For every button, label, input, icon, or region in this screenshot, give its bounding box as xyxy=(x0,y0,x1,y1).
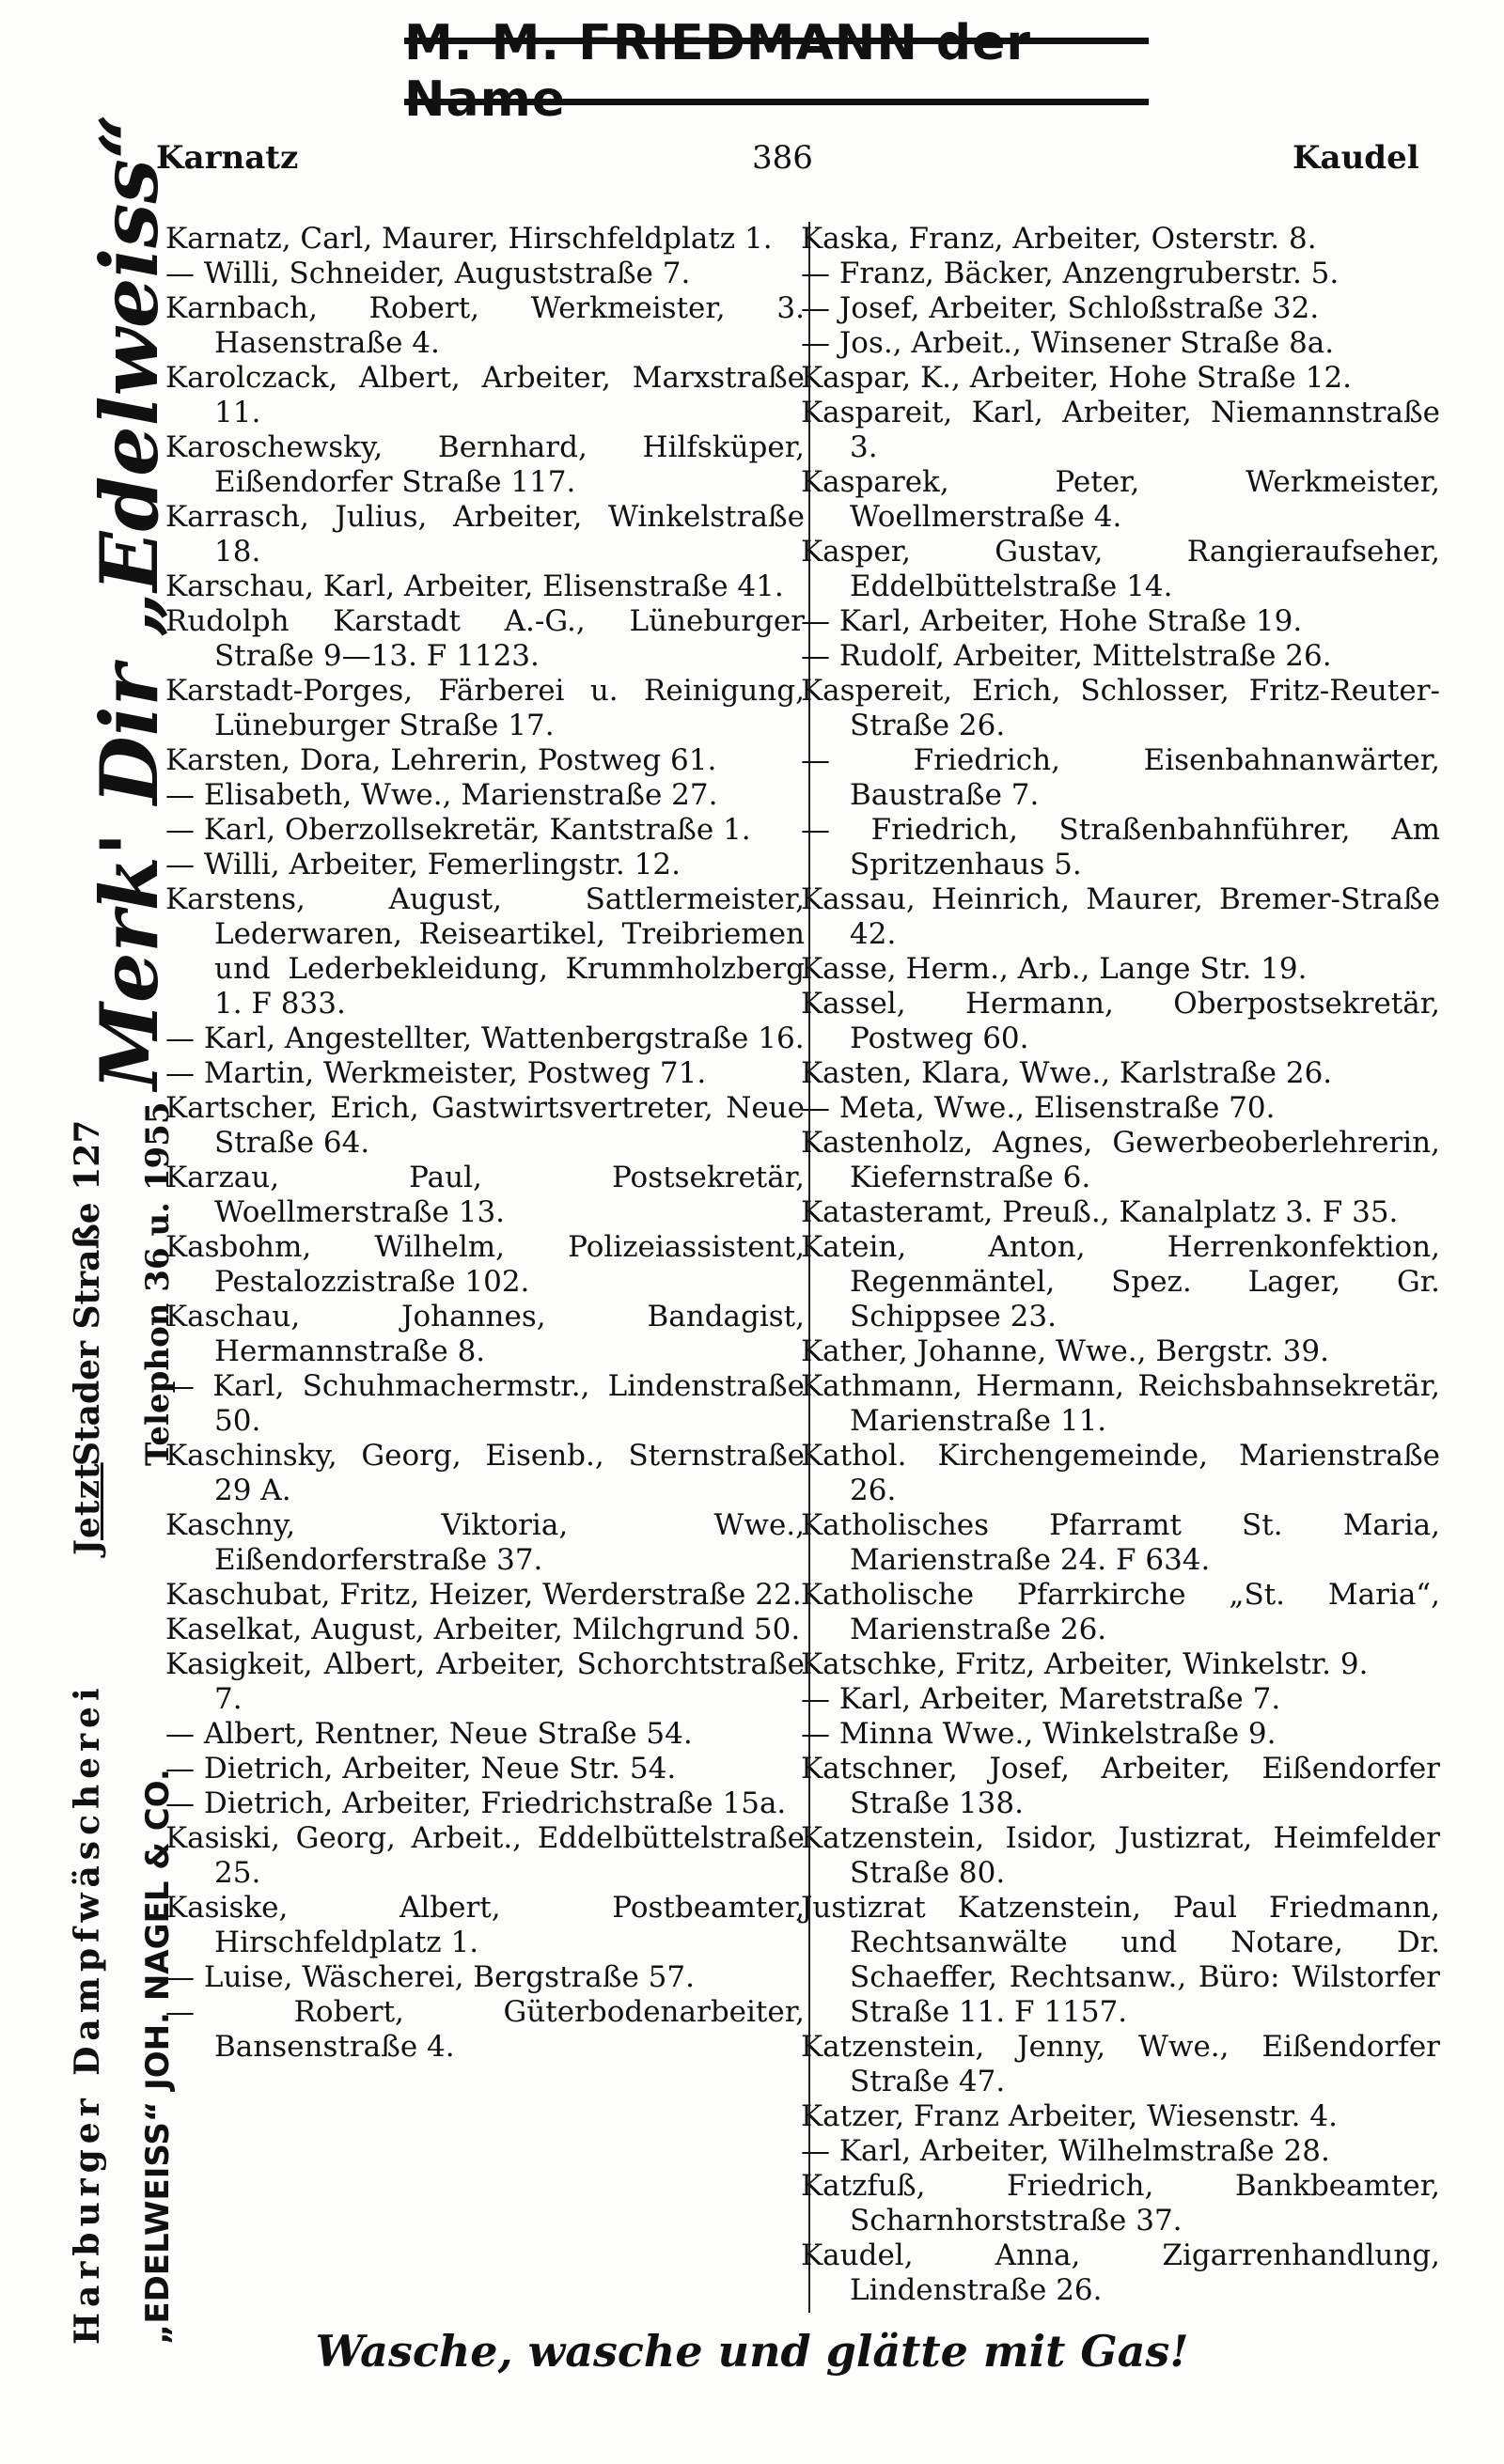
list-item: — Robert, Güterbodenarbeiter, Bansenstraße 4. xyxy=(165,1995,805,2064)
header-first-entry: Karnatz xyxy=(156,139,299,177)
list-item: Kaspar, K., Arbeiter, Hohe Straße 12. xyxy=(801,361,1353,395)
list-item: Katschke, Fritz, Arbeiter, Winkelstr. 9. xyxy=(801,1647,1369,1681)
list-item: Kartscher, Erich, Gastwirtsvertreter, Neue Straße 64. xyxy=(165,1091,805,1160)
list-item: Kathmann, Hermann, Reichsbahnsekretär, Marienstraße 11. xyxy=(801,1369,1440,1438)
list-item: Kaspereit, Erich, Schlosser, Fritz-Reuter-Straße 26. xyxy=(801,674,1440,742)
list-item: Katzenstein, Isidor, Justizrat, Heimfelder Straße 80. xyxy=(801,1821,1440,1890)
list-item: Kasper, Gustav, Rangieraufseher, Eddelbüttelstraße 14. xyxy=(801,535,1440,603)
list-item: Kaselkat, August, Arbeiter, Milchgrund 50. xyxy=(165,1613,801,1646)
list-item: Katzenstein, Jenny, Wwe., Eißendorfer Straße 47. xyxy=(801,2030,1440,2098)
list-item: — Minna Wwe., Winkelstraße 9. xyxy=(801,1717,1277,1751)
list-item: Katzfuß, Friedrich, Bankbeamter, Scharnhorststraße 37. xyxy=(801,2169,1440,2238)
list-item: — Karl, Arbeiter, Maretstraße 7. xyxy=(801,1682,1281,1716)
right-column xyxy=(801,222,1440,2308)
list-item: Kaschny, Viktoria, Wwe., Eißendorferstraße 37. xyxy=(165,1508,805,1577)
list-item: — Karl, Schuhmachermstr., Lindenstraße 50. xyxy=(165,1369,805,1438)
list-item: Kaschinsky, Georg, Eisenb., Sternstraße 29 A. xyxy=(165,1439,805,1507)
list-item: Kaspareit, Karl, Arbeiter, Niemannstraße 3. xyxy=(801,396,1440,464)
top-advertisement xyxy=(404,15,1149,128)
side-ad-slogan: Merk' Dir „Edelweiss“ xyxy=(83,113,176,1090)
top-ad-text: M. M. FRIEDMANN der Name xyxy=(404,15,1032,128)
list-item: — Josef, Arbeiter, Schloßstraße 32. xyxy=(801,291,1320,325)
list-item: Kather, Johanne, Wwe., Bergstr. 39. xyxy=(801,1334,1329,1368)
list-item: — Karl, Arbeiter, Hohe Straße 19. xyxy=(801,604,1303,638)
list-item: — Jos., Arbeit., Winsener Straße 8a. xyxy=(801,326,1335,360)
list-item: — Luise, Wäscherei, Bergstraße 57. xyxy=(165,1960,695,1994)
list-item: Kasiski, Georg, Arbeit., Eddelbüttelstraße 25. xyxy=(165,1821,805,1890)
left-column xyxy=(165,222,805,2065)
list-item: Kastenholz, Agnes, Gewerbeoberlehrerin, Kiefernstraße 6. xyxy=(801,1126,1440,1194)
list-item: Karstadt-Porges, Färberei u. Reinigung, Lüneburger Straße 17. xyxy=(165,674,805,742)
list-item: Justizrat Katzenstein, Paul Friedmann, Rechtsanwälte und Notare, Dr. Schaeffer, Rechtsanw., Büro: Wilstorfer Straße 11. F 1157. xyxy=(801,1891,1440,2029)
list-item: Kasigkeit, Albert, Arbeiter, Schorchtstraße 7. xyxy=(165,1647,805,1716)
list-item: Kassel, Hermann, Oberpostsekretär, Postweg 60. xyxy=(801,987,1440,1055)
list-item: Katholisches Pfarramt St. Maria, Marienstraße 24. F 634. xyxy=(801,1508,1440,1577)
side-ad-company: Harburger Dampfwäscherei xyxy=(68,1682,107,2345)
list-item: Karsten, Dora, Lehrerin, Postweg 61. xyxy=(165,743,717,777)
list-item: — Meta, Wwe., Elisenstraße 70. xyxy=(801,1091,1276,1125)
list-item: — Friedrich, Eisenbahnanwärter, Baustraße 7. xyxy=(801,743,1440,812)
list-item: Katschner, Josef, Arbeiter, Eißendorfer Straße 138. xyxy=(801,1752,1440,1820)
list-item: Kathol. Kirchengemeinde, Marienstraße 26. xyxy=(801,1439,1440,1507)
list-item: Rudolph Karstadt A.-G., Lüneburger Straße 9—13. F 1123. xyxy=(165,604,805,673)
list-item: — Elisabeth, Wwe., Marienstraße 27. xyxy=(165,778,718,812)
list-item: — Martin, Werkmeister, Postweg 71. xyxy=(165,1056,707,1090)
list-item: — Franz, Bäcker, Anzengruberstr. 5. xyxy=(801,257,1340,290)
list-item: Kaska, Franz, Arbeiter, Osterstr. 8. xyxy=(801,222,1317,256)
list-item: Karnbach, Robert, Werkmeister, 3. Hasenstraße 4. xyxy=(165,291,805,360)
list-item: Kaschau, Johannes, Bandagist, Hermannstraße 8. xyxy=(165,1300,805,1368)
list-item: — Willi, Arbeiter, Femerlingstr. 12. xyxy=(165,848,681,881)
list-item: Karolczack, Albert, Arbeiter, Marxstraße 11. xyxy=(165,361,805,429)
list-item: Kasbohm, Wilhelm, Polizeiassistent, Pestalozzistraße 102. xyxy=(165,1230,805,1299)
list-item: — Karl, Angestellter, Wattenbergstraße 16. xyxy=(165,1021,805,1055)
list-item: — Friedrich, Straßenbahnführer, Am Spritzenhaus 5. xyxy=(801,813,1440,881)
list-item: — Dietrich, Arbeiter, Neue Str. 54. xyxy=(165,1752,677,1786)
list-item: Kaudel, Anna, Zigarrenhandlung, Lindenstraße 26. xyxy=(801,2238,1440,2307)
list-item: Kasse, Herm., Arb., Lange Str. 19. xyxy=(801,952,1308,986)
list-item: — Karl, Arbeiter, Wilhelmstraße 28. xyxy=(801,2134,1330,2168)
list-item: Kasparek, Peter, Werkmeister, Woellmerstraße 4. xyxy=(801,465,1440,534)
list-item: — Karl, Oberzollsekretär, Kantstraße 1. xyxy=(165,813,751,847)
list-item: Karnatz, Carl, Maurer, Hirschfeldplatz 1. xyxy=(165,222,773,256)
list-item: Kassau, Heinrich, Maurer, Bremer-Straße 42. xyxy=(801,882,1440,951)
list-item: Katholische Pfarrkirche „St. Maria“, Marienstraße 26. xyxy=(801,1578,1440,1646)
side-ad-brand: „EDELWEISS“ JOH. NAGEL & CO. xyxy=(139,1769,177,2345)
side-ad-phone: Telephon 36 u. 1955 xyxy=(139,1101,177,1466)
list-item: Katasteramt, Preuß., Kanalplatz 3. F 35. xyxy=(801,1195,1399,1229)
bottom-slogan: Wasche, wasche und glätte mit Gas! xyxy=(315,2326,1189,2377)
list-item: Katein, Anton, Herrenkonfektion, Regenmäntel, Spez. Lager, Gr. Schippsee 23. xyxy=(801,1230,1440,1333)
list-item: Karoschewsky, Bernhard, Hilfsküper, Eißendorfer Straße 117. xyxy=(165,430,805,499)
list-item: Kaschubat, Fritz, Heizer, Werderstraße 22. xyxy=(165,1578,802,1612)
list-item: Katzer, Franz Arbeiter, Wiesenstr. 4. xyxy=(801,2099,1338,2133)
list-item: Karzau, Paul, Postsekretär, Woellmerstraße 13. xyxy=(165,1161,805,1229)
side-ad-address: Stader Straße 127 xyxy=(68,1119,107,1466)
page-number: 386 xyxy=(752,139,813,177)
list-item: — Dietrich, Arbeiter, Friedrichstraße 15a. xyxy=(165,1786,787,1820)
list-item: — Albert, Rentner, Neue Straße 54. xyxy=(165,1717,693,1751)
list-item: Karrasch, Julius, Arbeiter, Winkelstraße 18. xyxy=(165,500,805,569)
list-item: Kasten, Klara, Wwe., Karlstraße 26. xyxy=(801,1056,1333,1090)
list-item: — Willi, Schneider, Auguststraße 7. xyxy=(165,257,691,290)
list-item: Karstens, August, Sattlermeister, Lederwaren, Reiseartikel, Treibriemen und Lederbekleidung, Krummholzberg 1. F 833. xyxy=(165,882,805,1021)
list-item: Karschau, Karl, Arbeiter, Elisenstraße 41. xyxy=(165,569,784,603)
list-item: Kasiske, Albert, Postbeamter, Hirschfeldplatz 1. xyxy=(165,1891,805,1959)
header-last-entry: Kaudel xyxy=(1292,139,1419,177)
side-ad-jetzt: Jetzt xyxy=(68,1462,107,1555)
list-item: — Rudolf, Arbeiter, Mittelstraße 26. xyxy=(801,639,1332,673)
